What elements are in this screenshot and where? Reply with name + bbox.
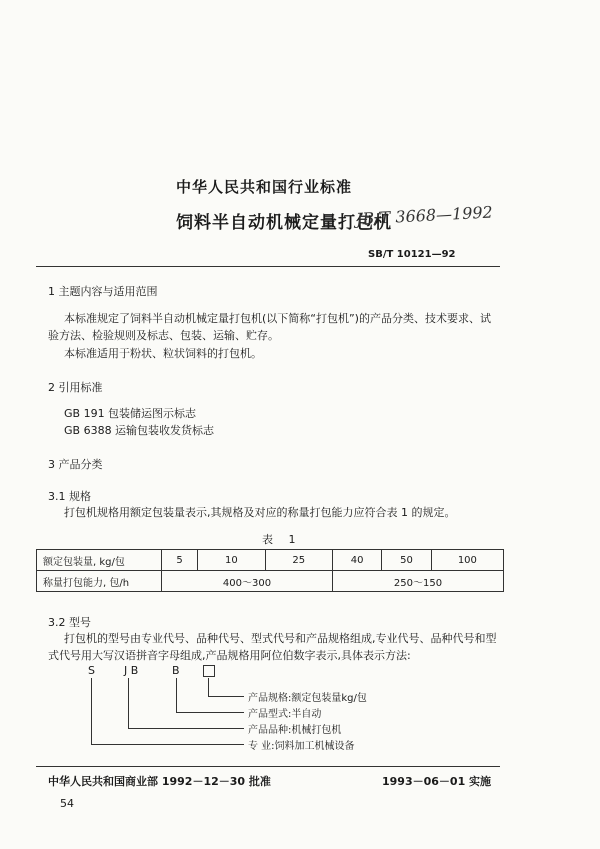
approval-line: 中华人民共和国商业部 1992－12－30 批准 — [48, 775, 271, 788]
bracket-line — [128, 728, 244, 729]
table-cell: 50 — [382, 550, 431, 571]
table-cell: 40 — [332, 550, 381, 571]
bracket-line — [91, 678, 92, 744]
section-1-para2: 本标准适用于粉状、粒状饲料的打包机。 — [64, 347, 262, 360]
table-cell: 额定包装量, kg/包 — [37, 550, 162, 571]
model-code-letter: S — [88, 664, 95, 677]
bracket-line — [176, 678, 177, 712]
table-cell: 100 — [431, 550, 503, 571]
section-3-1-heading: 3.1 规格 — [48, 490, 91, 503]
standard-number: SB/T 10121—92 — [368, 249, 456, 260]
table-row — [37, 550, 504, 571]
spec-placeholder-box — [203, 665, 215, 677]
effective-date: 1993－06－01 实施 — [382, 775, 492, 788]
table-cell: 250～150 — [332, 571, 503, 592]
table-row — [37, 571, 504, 592]
section-3-2-heading: 3.2 型号 — [48, 616, 91, 629]
spec-table — [36, 549, 504, 592]
legend-item: 产品品种:机械打包机 — [248, 725, 342, 736]
section-1-heading: 1 主题内容与适用范围 — [48, 285, 158, 298]
section-3-1-text: 打包机规格用额定包装量表示,其规格及对应的称量打包能力应符合表 1 的规定。 — [64, 506, 456, 519]
page-number: 54 — [60, 797, 74, 810]
legend-item: 产品型式:半自动 — [248, 709, 322, 720]
section-1-para1-line2: 验方法、检验规则及标志、包装、运输、贮存。 — [48, 329, 279, 342]
industry-standard-title: 中华人民共和国行业标准 — [176, 178, 353, 196]
table-caption: 表 1 — [262, 533, 302, 546]
section-3-heading: 3 产品分类 — [48, 458, 103, 471]
footer-divider — [36, 766, 500, 767]
model-code-letter: B — [172, 664, 180, 677]
model-code-letter: J B — [124, 664, 139, 677]
handwritten-annotation: JB/T 3668—1992 — [355, 202, 494, 229]
table-cell: 5 — [162, 550, 198, 571]
bracket-line — [208, 678, 209, 696]
section-3-2-line1: 打包机的型号由专业代号、品种代号、型式代号和产品规格组成,专业代号、品种代号和型 — [64, 632, 497, 645]
table-cell: 400～300 — [162, 571, 333, 592]
bracket-line — [128, 678, 129, 728]
reference-item: GB 191 包装储运图示标志 — [64, 407, 197, 420]
header-divider — [36, 266, 500, 267]
bracket-line — [176, 712, 244, 713]
table-cell: 10 — [198, 550, 265, 571]
legend-item: 专 业:饲料加工机械设备 — [248, 741, 355, 752]
bracket-line — [208, 696, 244, 697]
section-1-para1-line1: 本标准规定了饲料半自动机械定量打包机(以下简称“打包机”)的产品分类、技术要求、试 — [64, 312, 491, 325]
section-2-heading: 2 引用标准 — [48, 381, 103, 394]
legend-item: 产品规格:额定包装量kg/包 — [248, 693, 367, 704]
reference-item: GB 6388 运输包装收发货标志 — [64, 424, 215, 437]
section-3-2-line2: 式代号用大写汉语拼音字母组成,产品规格用阿位伯数字表示,具体表示方法: — [48, 649, 411, 662]
bracket-line — [91, 744, 244, 745]
table-cell: 称量打包能力, 包/h — [37, 571, 162, 592]
document-title: 饲料半自动机械定量打包机 — [176, 213, 392, 233]
table-cell: 25 — [265, 550, 332, 571]
